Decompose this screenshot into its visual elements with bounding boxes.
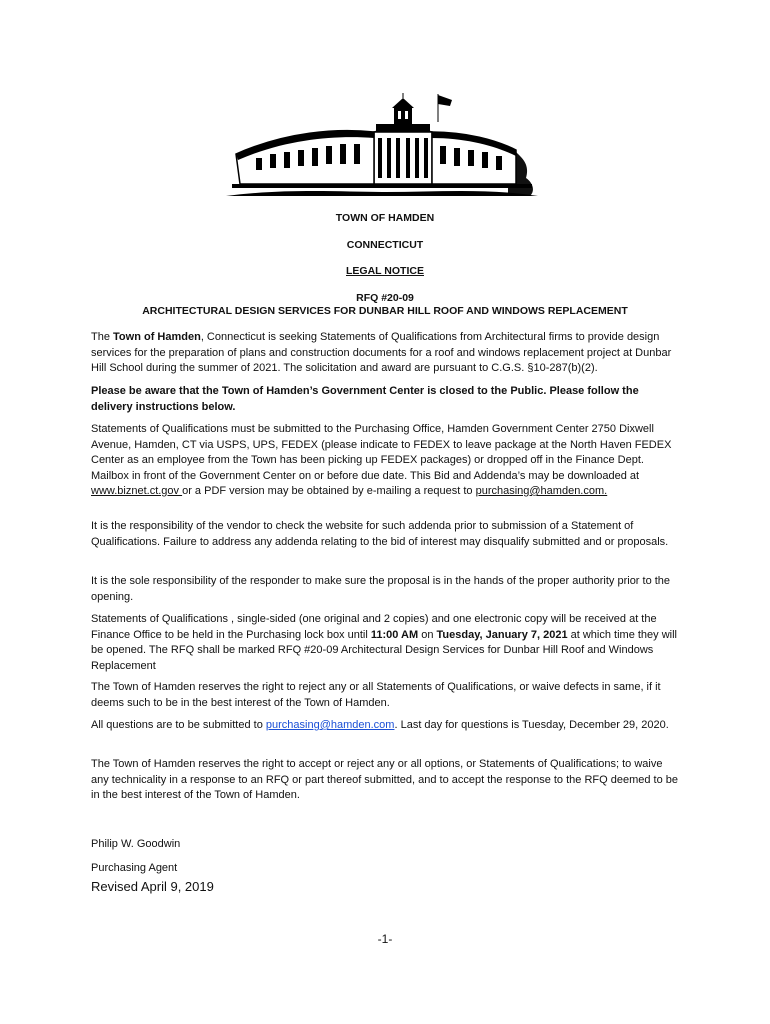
- addenda-paragraph: It is the responsibility of the vendor to check the website for such addenda prior to submission of a Statement of Qualifications. Failure to address any addenda relating to the bid of interest may disqualify submitted and or proposals.: [91, 520, 669, 548]
- intro-text-rest: , Connecticut is seeking Statements of Qualifications from Architectural firms to provide design services for the preparation of plans and construction documents for a roof and windows replacement project at Dunbar Hill School during the summer of 2021. The solicitation and award are pursuant to C.G.S. §10-287(b)(2).: [91, 331, 672, 374]
- accept-reject-paragraph: The Town of Hamden reserves the right to accept or reject any or all options, or Statements of Qualifications; to waive any technicality in a response to an RFQ or part thereof submitted, and to accept the response to the RFQ deemed to be in the best interest of the Town of Hamden.: [91, 758, 678, 801]
- legal-notice-heading: LEGAL NOTICE: [346, 265, 424, 277]
- submission-paragraph: [91, 422, 683, 500]
- intro-text: The: [91, 331, 114, 343]
- town-hall-illustration: [226, 92, 538, 200]
- page-number: -1-: [377, 932, 393, 946]
- biznet-link[interactable]: www.biznet.ct.gov: [91, 485, 183, 497]
- questions-email-link[interactable]: purchasing@hamden.com: [265, 719, 395, 731]
- submission-text: Statements of Qualifications must be submitted to the Purchasing Office, Hamden Government Center 2750 Dixwell Avenue, Hamden, CT via USPS, UPS, FEDEX (please indicate to FEDEX to leave package at the North Haven FEDEX Center as an employee from the Town has been picking up FEDEX packages) or dropped off in the Finance Dept. Mailbox in front of the Government Center on or before due date. This Bid and Addenda’s may be downloaded at: [91, 423, 672, 482]
- town-name: TOWN OF HAMDEN: [335, 212, 435, 224]
- submission-text-mid: or a PDF version may be obtained by e-mailing a request to: [182, 485, 476, 497]
- intro-paragraph: [91, 330, 683, 377]
- questions-text: All questions are to be submitted to: [91, 719, 266, 731]
- signer-name: Philip W. Goodwin: [91, 838, 181, 850]
- rfq-title: ARCHITECTURAL DESIGN SERVICES FOR DUNBAR HILL ROOF AND WINDOWS REPLACEMENT: [142, 305, 628, 317]
- questions-text-rest: . Last day for questions is Tuesday, December 29, 2020.: [394, 719, 669, 731]
- deadline-on: on: [418, 628, 437, 641]
- closure-notice-paragraph: Please be aware that the Town of Hamden’s Government Center is closed to the Public. Please follow the delivery instructions below.: [91, 385, 639, 413]
- deadline-date: Tuesday, January 7, 2021: [436, 628, 568, 641]
- deadline-paragraph: [91, 612, 683, 674]
- questions-paragraph: [91, 718, 683, 734]
- rfq-number: RFQ #20-09: [356, 292, 414, 304]
- signer-title: Purchasing Agent: [91, 862, 178, 874]
- revision-date: Revised April 9, 2019: [91, 879, 214, 894]
- deadline-time: 11:00 AM: [370, 628, 419, 641]
- responsibility-paragraph: It is the sole responsibility of the responder to make sure the proposal is in the hands of the proper authority prior to the opening.: [91, 575, 671, 603]
- deadline-text: Statements of Qualifications , single-sided (one original and 2 copies) and one electronic copy will be received at the Finance Office to be held in the Purchasing lock box until: [91, 613, 657, 641]
- deadline-text-rest: at which time they will be opened. The RFQ shall be marked RFQ #20-09 Architectural Design Services for Dunbar Hill Roof and Windows Replacement: [91, 628, 678, 672]
- reserve-rights-paragraph: The Town of Hamden reserves the right to reject any or all Statements of Qualifications, or waive defects in same, if it deems such to be in the best interest of the Town of Hamden.: [91, 681, 661, 709]
- purchasing-email-link[interactable]: purchasing@hamden.com.: [475, 485, 608, 497]
- town-name-bold: Town of Hamden: [113, 331, 201, 343]
- state-name: CONNECTICUT: [346, 239, 424, 251]
